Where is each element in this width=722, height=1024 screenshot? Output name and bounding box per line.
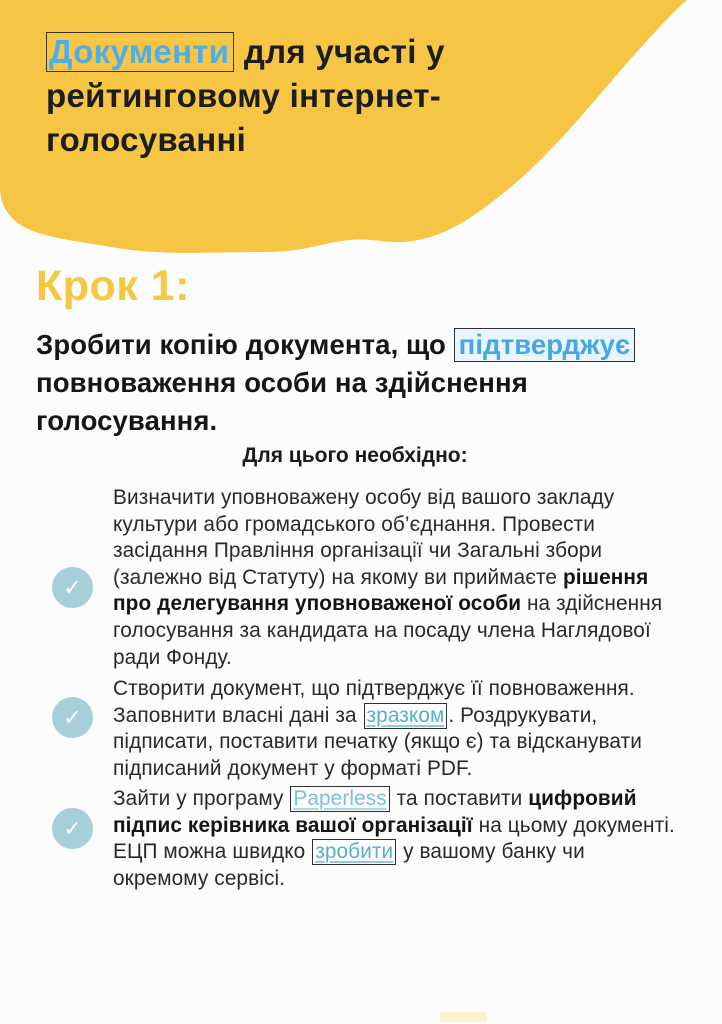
text-span: підписати, поставити печатку (якщо є) та відсканувати (113, 730, 642, 754)
text-span: на здійснення (521, 592, 663, 616)
text-span: окремому сервісі. (113, 866, 286, 890)
text-span: Визначити уповноважену особу від вашого закладу (113, 486, 615, 509)
section-subheading: Для цього необхідно: (242, 444, 468, 467)
text-span: рейтинговому інтернет- (46, 77, 442, 114)
text-line (113, 512, 662, 539)
text-line (36, 402, 635, 440)
text-span: Створити документ, що підтверджує її повноваження. (113, 677, 635, 700)
check-glyph: ✓ (63, 704, 82, 730)
text-line (113, 676, 642, 703)
text-span: (залежно від Статуту) на якому ви приймаєте (113, 565, 563, 589)
text-line (36, 326, 635, 364)
footer-accent-bar (440, 1012, 487, 1022)
text-span: ЕЦП можна швидко (113, 840, 312, 864)
text-line (46, 118, 445, 162)
text-span: Зайти у програму (113, 787, 290, 810)
text-span: голосування за кандидата на посаду члена Наглядової (113, 618, 651, 642)
bold-text: про делегування уповноваженої особи (113, 592, 522, 616)
checkmark-icon (52, 567, 93, 608)
page-title (46, 30, 445, 162)
checkmark-icon (52, 697, 93, 738)
bullet-item-3 (113, 786, 675, 892)
inline-link[interactable]: Документи (46, 32, 234, 72)
checkmark-icon (52, 808, 93, 849)
check-glyph: ✓ (63, 574, 82, 600)
inline-link[interactable]: зразком (364, 703, 448, 729)
text-line (113, 839, 675, 866)
text-line (113, 786, 675, 813)
text-span: Зробити копію документа, що (36, 329, 454, 360)
text-line (113, 618, 662, 645)
text-line (113, 703, 642, 730)
text-span: голосуванні (46, 121, 247, 158)
step-heading: Крок 1: (36, 262, 190, 310)
text-span: . Роздрукувати, (448, 703, 598, 727)
bullet-item-1 (113, 485, 662, 671)
text-line (113, 756, 642, 783)
text-span: на цьому документі. (472, 813, 675, 837)
bold-text: цифровий (528, 787, 637, 810)
text-span: для участі у (234, 33, 445, 70)
text-span: у вашому банку чи (397, 840, 585, 864)
inline-link[interactable]: зробити (312, 839, 396, 865)
bold-text: рішення (562, 565, 649, 589)
text-line (36, 364, 635, 402)
text-line (113, 485, 662, 512)
text-span: засідання Правління організації чи Загальні збори (113, 539, 603, 563)
text-line (46, 74, 445, 118)
text-span: повноваження особи на здійснення (36, 367, 528, 398)
text-line (113, 591, 662, 618)
text-line (46, 30, 445, 74)
text-span: культури або громадського об’єднання. Провести (113, 512, 595, 536)
inline-link[interactable]: підтверджує (454, 328, 636, 362)
text-span: та поставити (390, 787, 529, 810)
text-line (113, 538, 662, 565)
text-line (113, 729, 642, 756)
text-span: Заповнити власні дані за (113, 703, 363, 727)
text-span: голосування. (36, 405, 218, 436)
text-span: ради Фонду. (113, 645, 232, 669)
text-line (113, 866, 675, 893)
step-description (36, 326, 635, 440)
text-span: підписаний документ у форматі PDF. (113, 756, 473, 780)
check-glyph: ✓ (63, 815, 82, 841)
text-line (113, 813, 675, 840)
inline-link[interactable]: Paperless (290, 786, 389, 812)
text-line (113, 645, 662, 672)
bullet-item-2 (113, 676, 642, 782)
bold-text: підпис керівника вашої організації (113, 813, 473, 837)
text-line (113, 565, 662, 592)
